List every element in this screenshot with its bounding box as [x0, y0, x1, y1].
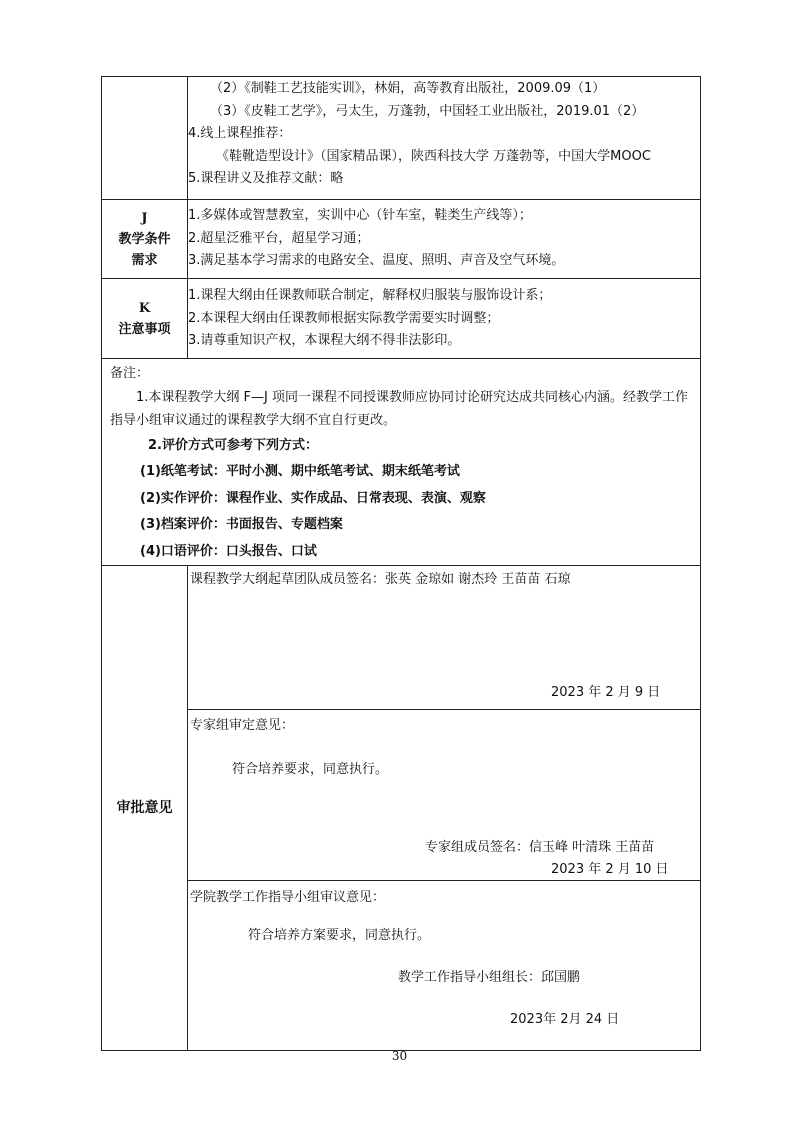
online-course-item: 《鞋靴造型设计》（国家精品课），陕西科技大学 万蓬勃等，中国大学MOOC [216, 148, 651, 164]
references-label-cell [102, 77, 188, 200]
notes-cell [102, 359, 701, 566]
notes-heading: 备注： [110, 366, 150, 381]
college-row [102, 881, 701, 1051]
section-k-item: 3.请尊重知识产权，本课程大纲不得非法影印。 [188, 333, 461, 348]
section-k-title: 注意事项 [118, 321, 171, 337]
college-signature: 教学工作指导小组组长：邱国鹏 [398, 970, 581, 985]
references-cell [188, 77, 701, 200]
college-date: 2023年 2月 24 日 [510, 1012, 620, 1027]
evaluation-item: (3)档案评价：书面报告、专题档案 [140, 517, 343, 532]
section-j-content [188, 200, 701, 279]
approval-label-text: 审批意见 [116, 799, 173, 816]
expert-opinion: 符合培养要求，同意执行。 [232, 762, 389, 777]
section-j-title-line1: 教学条件 [118, 231, 171, 247]
section-j-title-line2: 需求 [131, 252, 158, 268]
section-j-item: 1.多媒体或智慧教室，实训中心（针车室，鞋类生产线等）； [188, 208, 532, 223]
college-cell [188, 881, 701, 1051]
expert-signatures: 专家组成员签名：信玉峰 叶清珠 王苗苗 [425, 840, 655, 855]
lecture-notes-item: 5.课程讲义及推荐文献：略 [188, 171, 344, 186]
syllabus-table [101, 76, 701, 1051]
expert-date: 2023 年 2 月 10 日 [551, 862, 669, 877]
section-k-content [188, 279, 701, 359]
section-j-item: 2.超星泛雅平台，超星学习通； [188, 230, 370, 246]
section-k-label [102, 279, 188, 359]
expert-cell [188, 710, 701, 881]
section-j-label [102, 200, 188, 279]
reference-item: （2）《制鞋工艺技能实训》，林娟，高等教育出版社，2009.09（1） [210, 81, 606, 96]
drafting-row [102, 566, 701, 710]
references-row [102, 77, 701, 200]
drafting-signatures: 课程教学大纲起草团队成员签名：张英 金琼如 谢杰玲 王苗苗 石琼 [190, 572, 571, 587]
notes-paragraph: 1.本课程教学大纲 F—J 项同一课程不同授课教师应协同讨论研究达成共同核心内涵。经教学工作指导小组审议通过的课程教学大纲不宜自行更改。 [110, 389, 688, 428]
evaluation-item: (4)口语评价：口头报告、口试 [140, 543, 317, 559]
evaluation-item: (2)实作评价：课程作业、实作成品、日常表现、表演、观察 [140, 490, 486, 506]
section-k-letter: K [138, 300, 151, 316]
section-k-item: 1.课程大纲由任课教师联合制定，解释权归服装与服饰设计系； [188, 288, 552, 303]
drafting-date: 2023 年 2 月 9 日 [551, 685, 661, 700]
section-j-item: 3.满足基本学习需求的电路安全、温度、照明、声音及空气环境。 [188, 253, 565, 268]
college-opinion: 符合培养方案要求，同意执行。 [248, 928, 431, 943]
section-k-item: 2.本课程大纲由任课教师根据实际教学需要实时调整； [188, 310, 500, 326]
section-j-row [102, 200, 701, 279]
evaluation-item: (1)纸笔考试：平时小测、期中纸笔考试、期末纸笔考试 [140, 464, 460, 479]
notes-row [102, 359, 701, 566]
evaluation-heading: 2.评价方式可参考下列方式： [148, 437, 318, 453]
reference-item: （3）《皮鞋工艺学》，弓太生，万蓬勃，中国轻工业出版社，2019.01（2） [210, 103, 645, 119]
drafting-cell [188, 566, 701, 710]
expert-row [102, 710, 701, 881]
college-heading: 学院教学工作指导小组审议意见： [190, 890, 386, 905]
online-course-heading: 4.线上课程推荐： [188, 126, 292, 141]
expert-heading: 专家组审定意见： [190, 718, 295, 733]
section-j-letter: J [141, 210, 148, 226]
page-number: 30 [391, 1049, 408, 1063]
approval-label [102, 566, 188, 1051]
section-k-row [102, 279, 701, 359]
